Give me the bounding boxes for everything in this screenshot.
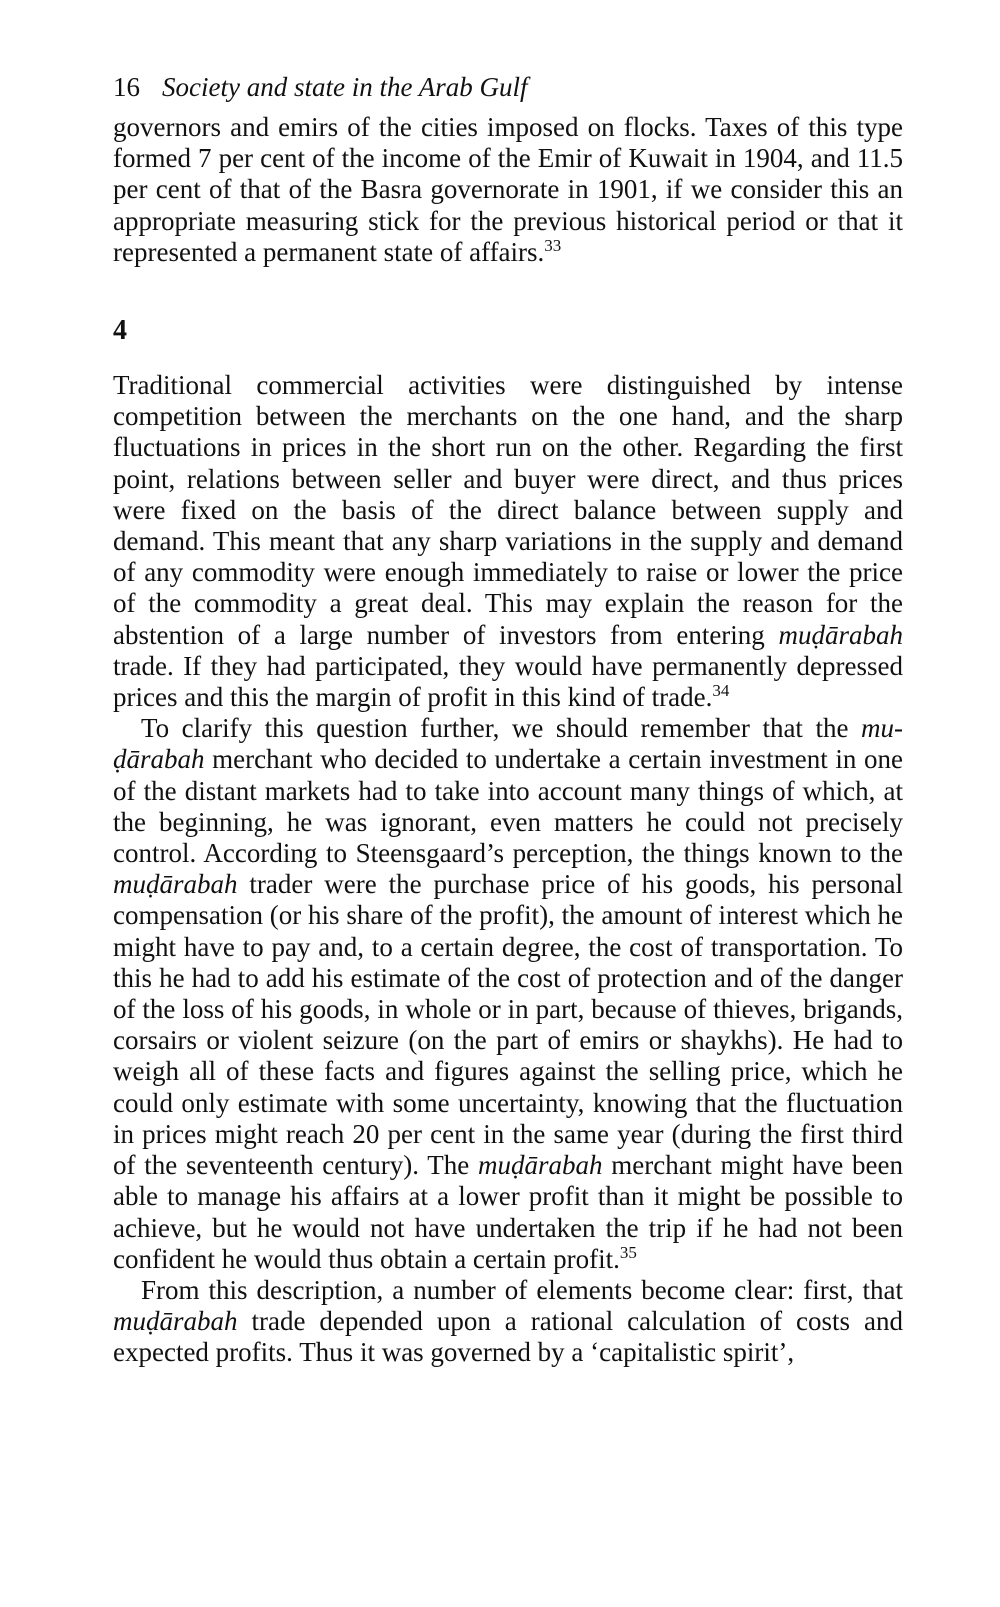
term-mudarabah: muḍārabah: [113, 713, 903, 775]
footnote-ref-34: 34: [712, 681, 730, 701]
footnote-ref-35: 35: [619, 1242, 637, 1262]
book-page: [113, 70, 903, 1369]
paragraph-2-text-1: Traditional commercial activities were distinguished by intense competition between the merchants on the one hand, and the sharp fluctuations in prices in the short run on the other. Regarding the first point, relations between seller and buyer were direct, and thus prices were fixed on the basis of the direct balance between supply and demand. This meant that any sharp variations in the supply and demand of any commodity were enough immediately to raise or lower the price of the commodity a great deal. This may explain the reason for the abstention of a large number of investors from entering: [113, 370, 903, 650]
page-number: 16: [113, 72, 140, 102]
paragraph-3-text-2: merchant who decided to undertake a certain investment in one of the distant markets had to take into account many things of which, at the beginning, he was ignorant, even matters he could not precisely control. According to Steensgaard’s perception, the things known to the: [113, 744, 903, 869]
footnote-ref-33: 33: [544, 235, 562, 255]
book-title: Society and state in the Arab Gulf: [162, 72, 528, 102]
term-mudarabah: muḍārabah: [477, 1150, 603, 1181]
term-mudarabah: muḍārabah: [113, 1306, 238, 1337]
term-mudarabah: muḍārabah: [113, 869, 238, 900]
paragraph-3-text-4: merchant might have been able to manage his affairs at a lower profit than it might be possible to achieve, but he would not have undertaken the trip if he had not been confident he would thus obtain a certain profit.: [113, 1150, 903, 1274]
paragraph-1: [113, 112, 903, 268]
paragraph-1-text-1: governors and emirs of the cities imposed on flocks. Taxes of this type formed 7 per cent of the income of the Emir of Kuwait in 1904, and 11.5 per cent of that of the Basra governorate in 1901, if we consider this an appropriate measuring stick for the previous historical period or that it represented a permanent state of affairs.: [113, 112, 903, 267]
paragraph-3-text-3: trader were the purchase price of his goods, his personal compensation (or his share of the profit), the amount of interest which he might have to pay and, to a certain degree, the cost of transportation. To this he had to add his estimate of the cost of protection and of the danger of the loss of his goods, in whole or in part, because of thieves, brigands, corsairs or violent seizure (on the part of emirs or shaykhs). He had to weigh all of these facts and figures against the selling price, which he could only estimate with some uncertainty, knowing that the fluctuation in prices might reach 20 per cent in the same year (during the first third of the seventeenth century). The: [113, 869, 903, 1181]
paragraph-2-text-2: trade. If they had participated, they would have permanently depressed prices and this the margin of profit in this kind of trade.: [113, 650, 903, 713]
paragraph-4: [113, 1275, 903, 1369]
section-number: 4: [113, 315, 127, 347]
paragraph-4-text-1: From this description, a number of elements become clear: first, that: [141, 1274, 903, 1305]
paragraph-4-text-2: trade depended upon a rational calculation of costs and expected profits. Thus it was governed by a ‘capitalistic spirit’,: [113, 1306, 903, 1368]
running-head: [113, 70, 903, 104]
paragraph-3-text-1: To clarify this question further, we should remember that the: [141, 713, 861, 744]
paragraph-2: [113, 370, 903, 713]
paragraph-3: [113, 713, 903, 1275]
term-mudarabah: muḍārabah: [778, 619, 903, 650]
